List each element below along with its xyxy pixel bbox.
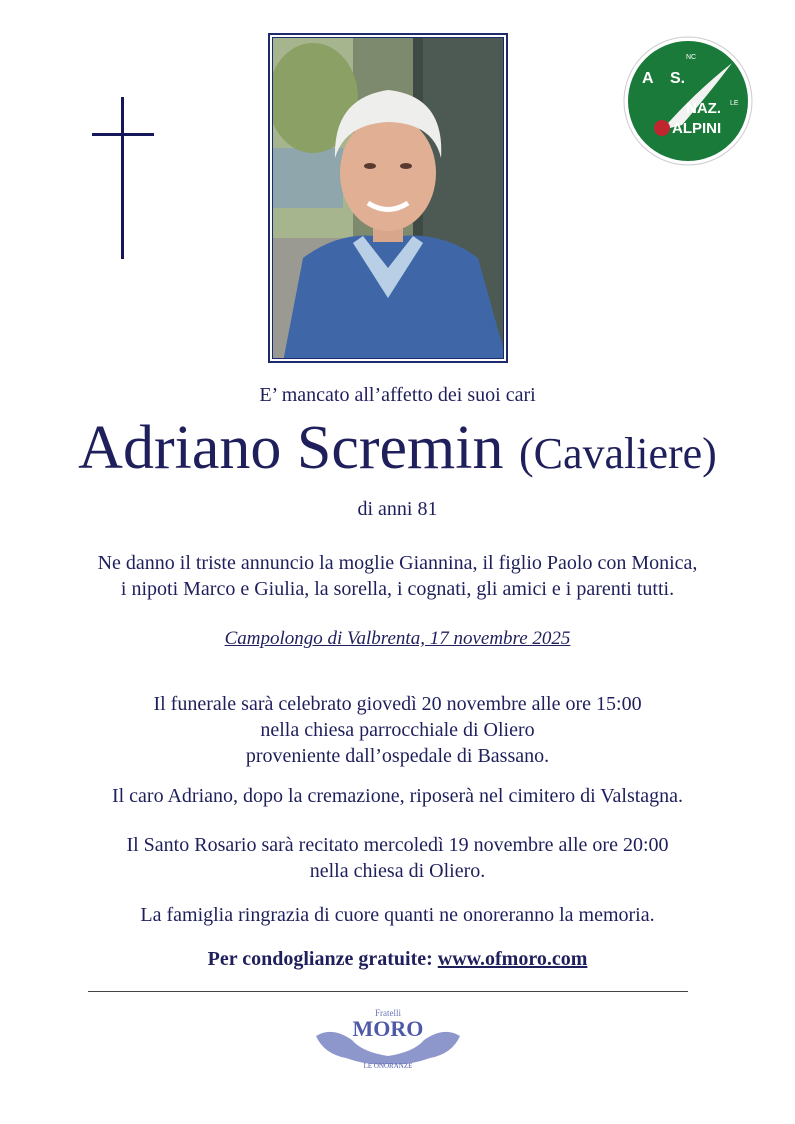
name-text: Adriano Scremin — [78, 414, 504, 482]
separator-line — [88, 991, 688, 992]
burial-info: Il caro Adriano, dopo la cremazione, riposerà nel cimitero di Valstagna. — [111, 785, 684, 807]
cross-icon-bar — [92, 133, 154, 136]
svg-text:ALPINI: ALPINI — [672, 120, 722, 137]
place-date — [0, 628, 795, 650]
cross-icon — [121, 97, 124, 259]
announcement-line: i nipoti Marco e Giulia, la sorella, i cognati, gli amici e i parenti tutti. — [120, 578, 675, 600]
svg-text:LE: LE — [730, 100, 739, 107]
funeral-line: Il funerale sarà celebrato giovedì 20 novembre alle ore 15:00 — [153, 693, 642, 715]
ana-alpini-logo — [622, 35, 754, 167]
place-date-text: Campolongo di Valbrenta, 17 novembre 2025 — [224, 628, 571, 649]
condolences — [0, 946, 795, 972]
condolences-link[interactable]: www.ofmoro.com — [437, 948, 588, 970]
rosary-line: Il Santo Rosario sarà recitato mercoledì 19 novembre alle ore 20:00 — [126, 834, 669, 856]
portrait-photo — [268, 33, 508, 363]
age-line: di anni 81 — [357, 498, 438, 520]
funeral-info — [0, 691, 795, 769]
intro-line: E’ mancato all’affetto dei suoi cari — [259, 384, 536, 406]
svg-text:NC: NC — [686, 54, 697, 61]
svg-text:NAZ.: NAZ. — [686, 100, 721, 117]
thanks-line: La famiglia ringrazia di cuore quanti ne onoreranno la memoria. — [140, 904, 655, 926]
deceased-name — [0, 410, 795, 492]
svg-text:S.: S. — [670, 70, 686, 87]
funeral-line: nella chiesa parrocchiale di Oliero — [260, 719, 535, 741]
rosary-line: nella chiesa di Oliero. — [309, 860, 486, 882]
svg-text:MORO: MORO — [352, 1016, 424, 1041]
svg-text:A: A — [642, 70, 654, 87]
condolences-label: Per condoglianze gratuite: — [207, 948, 433, 970]
portrait-image — [273, 38, 504, 359]
rosary-info — [0, 832, 795, 884]
announcement — [0, 550, 795, 602]
announcement-line: Ne danno il triste annuncio la moglie Giannina, il figlio Paolo con Monica, — [97, 552, 698, 574]
svg-text:Fratelli: Fratelli — [375, 1008, 401, 1018]
moro-logo — [312, 1006, 464, 1070]
svg-text:LE ONORANZE: LE ONORANZE — [363, 1062, 413, 1070]
honorific: (Cavaliere) — [518, 429, 717, 478]
funeral-line: proveniente dall’ospedale di Bassano. — [245, 745, 550, 767]
